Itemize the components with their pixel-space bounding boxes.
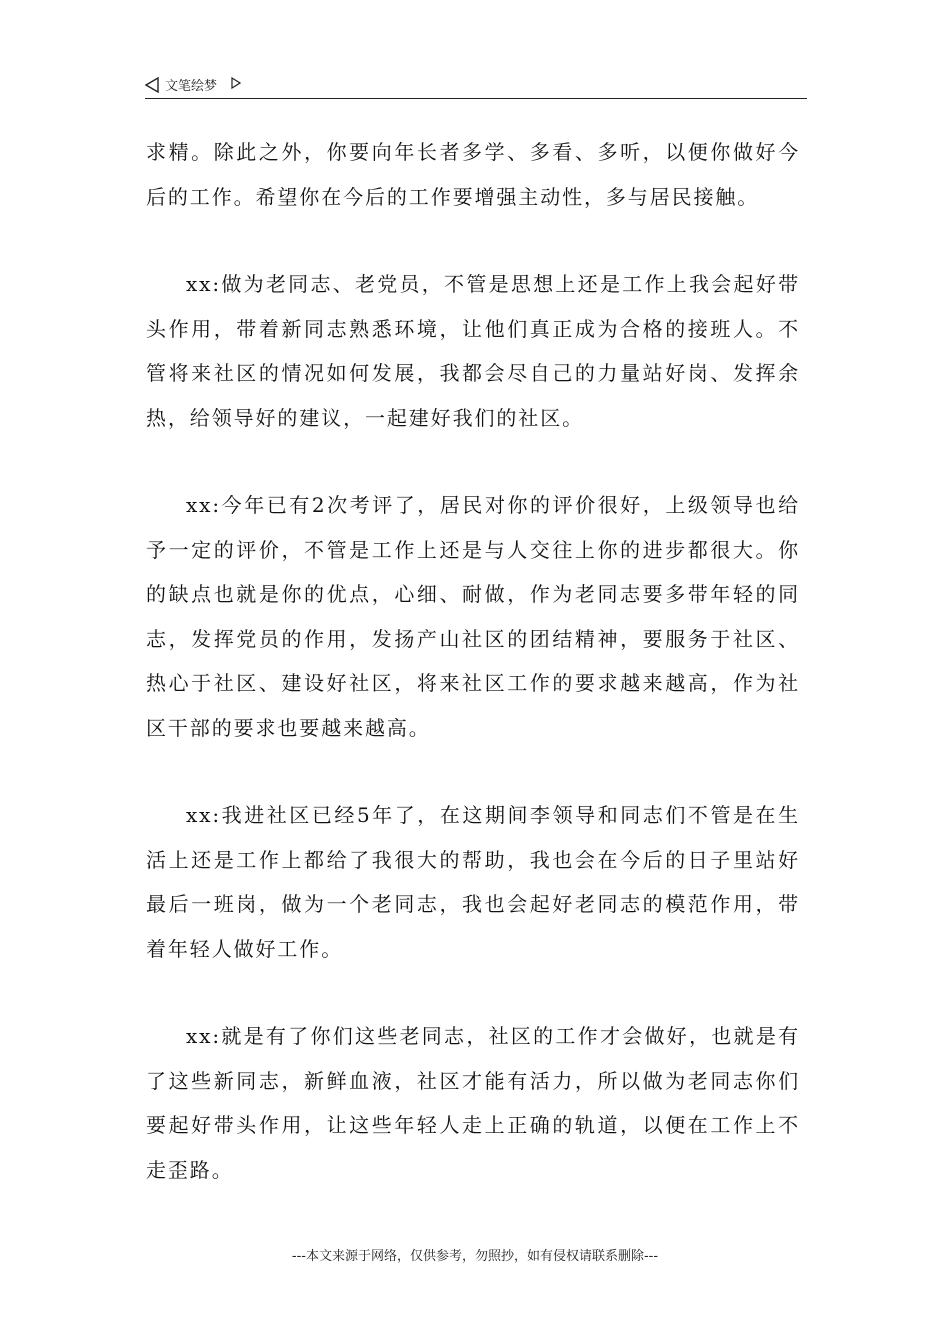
header-brand: 文笔绘梦 — [165, 79, 218, 94]
paragraph-review-2: xx:就是有了你们这些老同志，社区的工作才会做好，也就是有了这些新同志，新鲜血液，社区才能有活力，所以做为老同志你们要起好带头作用，让这些年轻人走上正确的轨道，以便在工作上不走歪路。 — [146, 1024, 800, 1182]
paragraph-review-1: xx:今年已有2次考评了，居民对你的评价很好，上级领导也给予一定的评价，不管是工作上还是与人交往上你的进步都很大。你的缺点也就是你的优点，心细、耐做，作为老同志要多带年轻的同志，发挥党员的作用，发扬产山社区的团结精神，要服务于社区、热心于社区、建设好社区，将来社区工作的要求越来越高，作为社区干部的要求也要越来越高。 — [146, 493, 800, 740]
triangle-right-outline-icon — [231, 77, 241, 89]
paragraph-reply-2: xx:我进社区已经5年了，在这期间李领导和同志们不管是在生活上还是工作上都给了我很大的帮助，我也会在今后的日子里站好最后一班岗，做为一个老同志，我也会起好老同志的模范作用，带着年轻人做好工作。 — [146, 803, 800, 961]
page-header — [145, 74, 807, 99]
paragraph-reply-1: xx:做为老同志、老党员，不管是思想上还是工作上我会起好带头作用，带着新同志熟悉环境，让他们真正成为合格的接班人。不管将来社区的情况如何发展，我都会尽自己的力量站好岗、发挥余热，给领导好的建议，一起建好我们的社区。 — [146, 272, 800, 430]
paragraph-continuation: 求精。除此之外，你要向年长者多学、多看、多听，以便你做好今后的工作。希望你在今后的工作要增强主动性，多与居民接触。 — [146, 140, 800, 209]
triangle-left-outline-icon — [145, 77, 159, 93]
footer-disclaimer: ---本文来源于网络，仅供参考，勿照抄，如有侵权请联系删除--- — [291, 1249, 659, 1264]
document-body — [146, 130, 800, 1192]
